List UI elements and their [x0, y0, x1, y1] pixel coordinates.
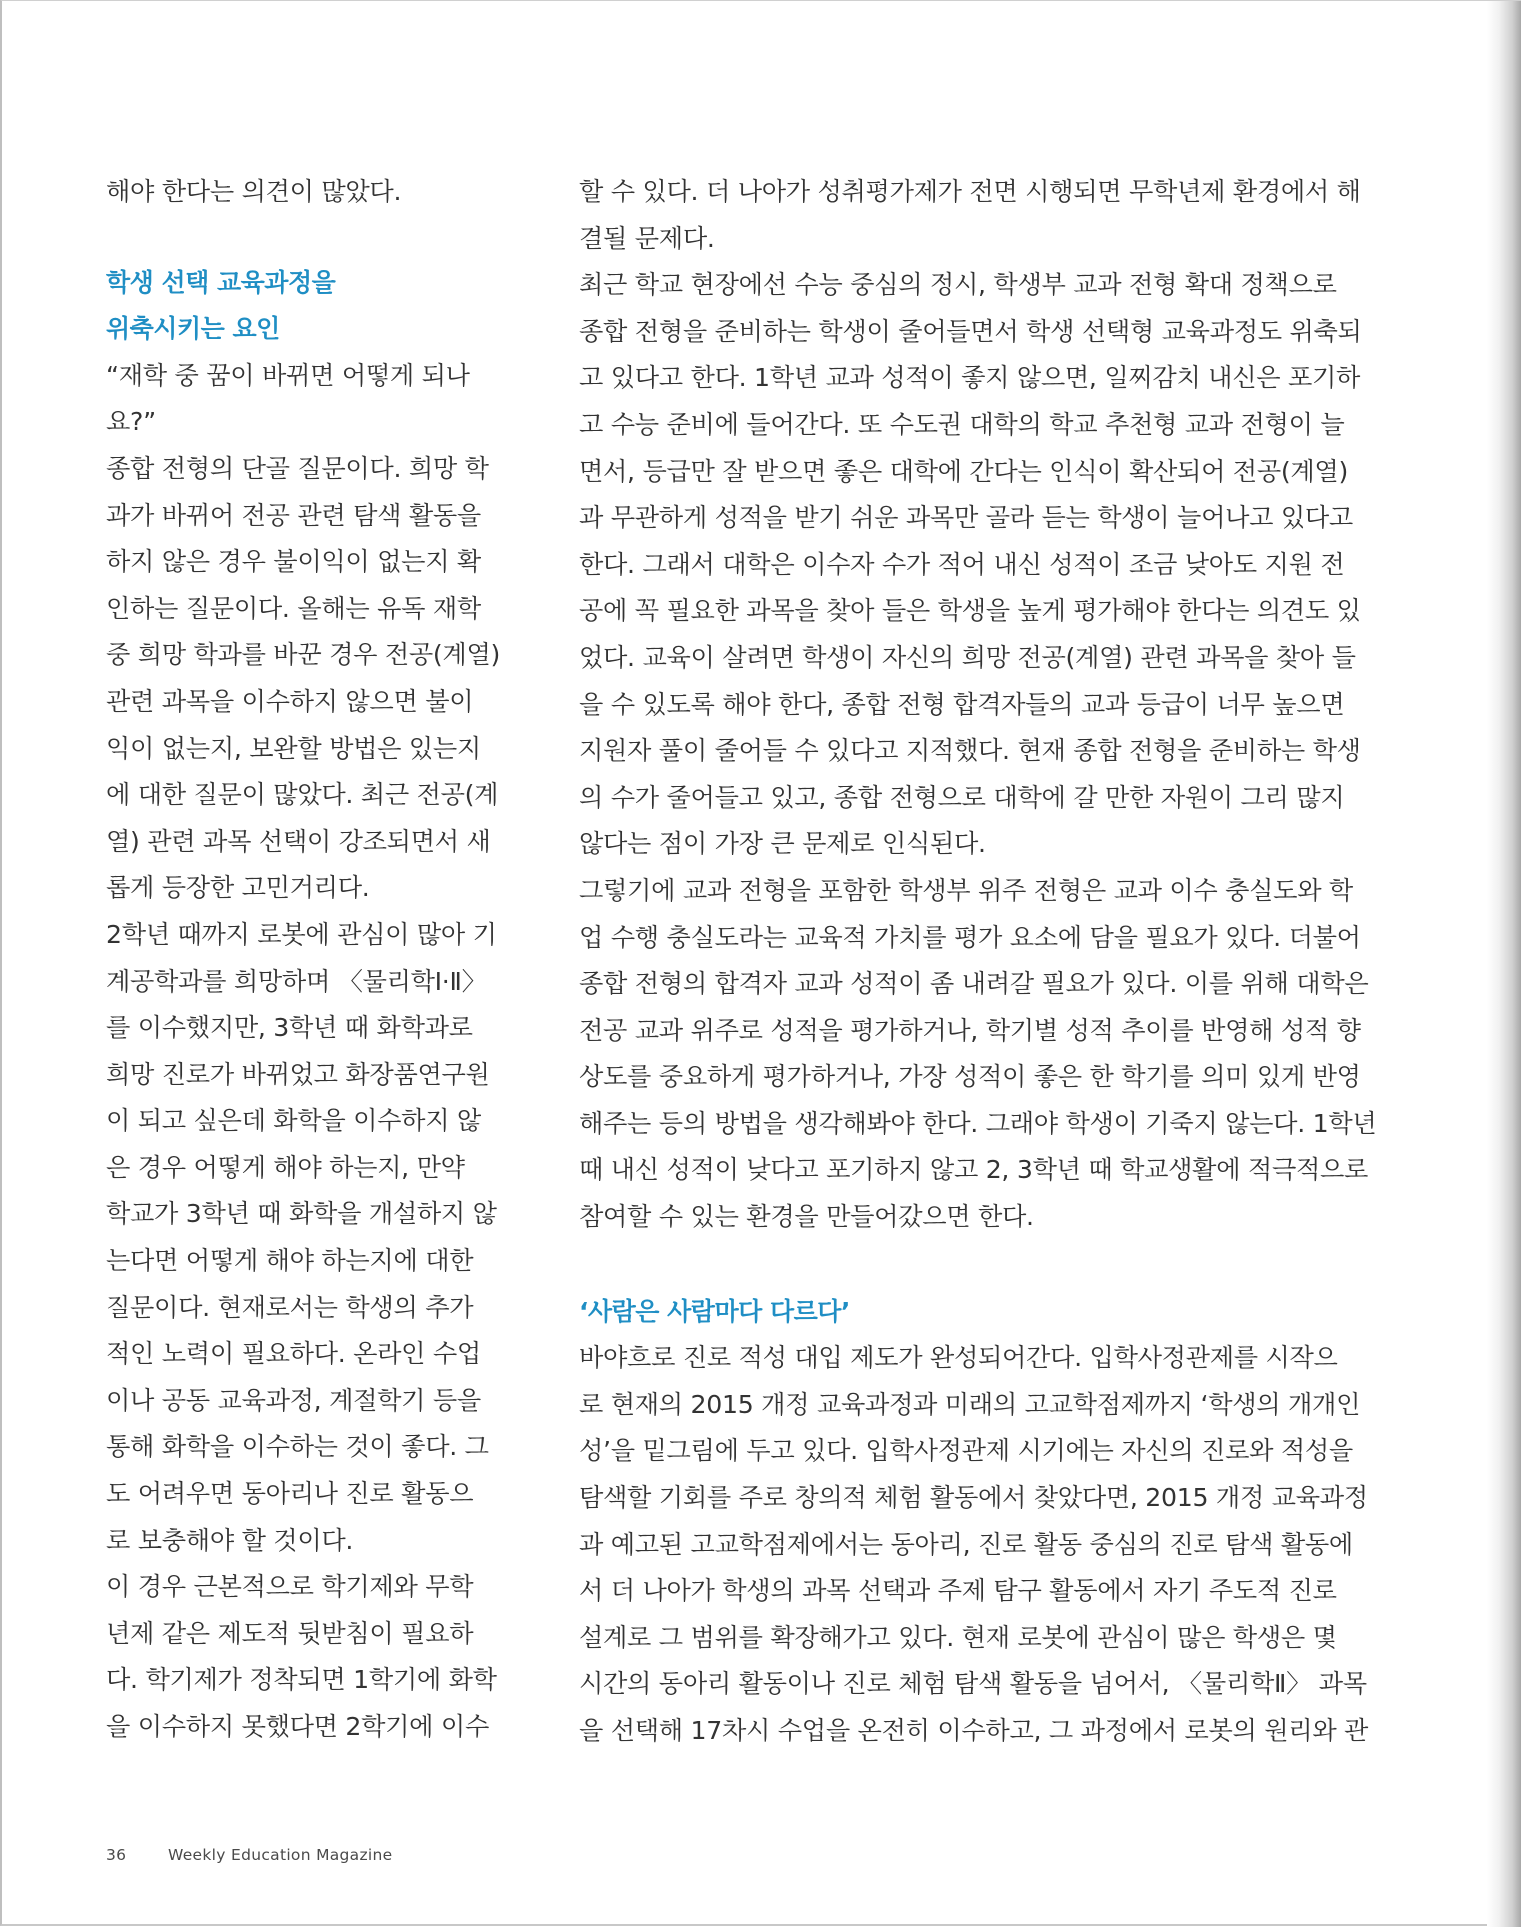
text-line: 이나 공동 교육과정, 계절학기 등을: [106, 1385, 481, 1415]
page-edge-shadow: [1487, 1, 1521, 1927]
left-body-text: [106, 353, 501, 1751]
text-line: 요?”: [106, 407, 156, 437]
text-line: 전공 교과 위주로 성적을 평가하거나, 학기별 성적 추이를 반영해 성적 향: [579, 1015, 1361, 1045]
right-body-text-1: [579, 169, 1377, 1241]
section-heading-elective-curriculum: [106, 260, 498, 353]
text-line: 인하는 질문이다. 올해는 유독 재학: [106, 593, 481, 623]
text-line: 과 예고된 고교학점제에서는 동아리, 진로 활동 중심의 진로 탐색 활동에: [579, 1529, 1353, 1559]
text-line: 를 이수했지만, 3학년 때 화학과로: [106, 1013, 473, 1043]
text-line: 그렇기에 교과 전형을 포함한 학생부 위주 전형은 교과 이수 충실도와 학: [579, 875, 1353, 905]
text-line: 은 경우 어떻게 해야 하는지, 만약: [106, 1152, 465, 1182]
text-line: 고 있다고 한다. 1학년 교과 성적이 좋지 않으면, 일찌감치 내신은 포기하: [579, 363, 1361, 393]
text-line: 중 희망 학과를 바꾼 경우 전공(계열): [106, 640, 501, 670]
left-column: [106, 169, 501, 1751]
text-line: 한다. 그래서 대학은 이수자 수가 적어 내신 성적이 조금 낮아도 지원 전: [579, 549, 1345, 579]
text-line: 다. 학기제가 정착되면 1학기에 화학: [106, 1665, 497, 1695]
text-line: 종합 전형의 단골 질문이다. 희망 학: [106, 453, 489, 483]
text-line: 과 무관하게 성적을 받기 쉬운 과목만 골라 듣는 학생이 늘어나고 있다고: [579, 503, 1353, 533]
text-line: 결될 문제다.: [579, 223, 715, 253]
text-line: 탐색할 기회를 주로 창의적 체험 활동에서 찾았다면, 2015 개정 교육과정: [579, 1483, 1368, 1513]
text-line: 바야흐로 진로 적성 대입 제도가 완성되어간다. 입학사정관제를 시작으: [579, 1343, 1338, 1373]
text-line: 과가 바뀌어 전공 관련 탐색 활동을: [106, 500, 481, 530]
text-line: 고 수능 준비에 들어간다. 또 수도권 대학의 학교 추천형 교과 전형이 늘: [579, 409, 1345, 439]
text-line: 로 보충해야 할 것이다.: [106, 1525, 354, 1555]
magazine-name: Weekly Education Magazine: [168, 1846, 393, 1864]
text-line: 때 내신 성적이 낮다고 포기하지 않고 2, 3학년 때 학교생활에 적극적으로: [579, 1155, 1369, 1185]
text-line: 을 수 있도록 해야 한다, 종합 전형 합격자들의 교과 등급이 너무 높으면: [579, 689, 1345, 719]
left-intro-paragraph: [106, 169, 498, 216]
text-line: 종합 전형의 합격자 교과 성적이 좀 내려갈 필요가 있다. 이를 위해 대학은: [579, 969, 1369, 999]
page-footer: [106, 1846, 392, 1864]
section-heading-people-differ: ‘사람은 사람마다 다르다’: [579, 1296, 850, 1326]
text-line: 이 경우 근본적으로 학기제와 무학: [106, 1572, 474, 1602]
text-line: 었다. 교육이 살려면 학생이 자신의 희망 전공(계열) 관련 과목을 찾아 들: [579, 642, 1356, 672]
text-line: 시간의 동아리 활동이나 진로 체험 탐색 활동을 넘어서, 〈물리학Ⅱ〉 과목: [579, 1669, 1367, 1699]
text-line: 롭게 등장한 고민거리다.: [106, 873, 370, 903]
spacer: [579, 1241, 1359, 1289]
text-line: 의 수가 줄어들고 있고, 종합 전형으로 대학에 갈 만한 자원이 그리 많지: [579, 782, 1345, 812]
text-line: 적인 노력이 필요하다. 온라인 수업: [106, 1339, 481, 1369]
text-line: 않다는 점이 가장 큰 문제로 인식된다.: [579, 829, 986, 859]
text-line: 학교가 3학년 때 화학을 개설하지 않: [106, 1199, 497, 1229]
text-line: 익이 없는지, 보완할 방법은 있는지: [106, 733, 481, 763]
text-line: 참여할 수 있는 환경을 만들어갔으면 한다.: [579, 1202, 1034, 1232]
text-line: 로 현재의 2015 개정 교육과정과 미래의 고교학점제까지 ‘학생의 개개인: [579, 1389, 1361, 1419]
text-line: 통해 화학을 이수하는 것이 좋다. 그: [106, 1432, 489, 1462]
heading-line: 위축시키는 요인: [106, 314, 280, 344]
text-line: 도 어려우면 동아리나 진로 활동으: [106, 1479, 474, 1509]
right-body-text-2: [579, 1335, 1369, 1754]
text-line: 해야 한다는 의견이 많았다.: [106, 177, 402, 206]
spacer: [106, 216, 498, 260]
text-line: 열) 관련 과목 선택이 강조되면서 새: [106, 826, 491, 856]
text-line: 2학년 때까지 로봇에 관심이 많아 기: [106, 919, 497, 949]
text-line: 는다면 어떻게 해야 하는지에 대한: [106, 1246, 474, 1276]
text-line: 희망 진로가 바뀌었고 화장품연구원: [106, 1059, 490, 1089]
text-line: 공에 꼭 필요한 과목을 찾아 들은 학생을 높게 평가해야 한다는 의견도 있: [579, 596, 1361, 626]
text-line: 면서, 등급만 잘 받으면 좋은 대학에 간다는 인식이 확산되어 전공(계열): [579, 456, 1348, 486]
right-column: [579, 169, 1377, 1755]
page-number: 36: [106, 1846, 127, 1864]
text-line: 업 수행 충실도라는 교육적 가치를 평가 요소에 담을 필요가 있다. 더불어: [579, 922, 1361, 952]
text-line: 성’을 밑그림에 두고 있다. 입학사정관제 시기에는 자신의 진로와 적성을: [579, 1436, 1353, 1466]
text-line: “재학 중 꿈이 바뀌면 어떻게 되나: [106, 360, 470, 390]
text-line: 할 수 있다. 더 나아가 성취평가제가 전면 시행되면 무학년제 환경에서 해: [579, 177, 1361, 206]
text-line: 최근 학교 현장에선 수능 중심의 정시, 학생부 교과 전형 확대 정책으로: [579, 270, 1337, 300]
text-line: 지원자 풀이 줄어들 수 있다고 지적했다. 현재 종합 전형을 준비하는 학생: [579, 736, 1361, 766]
text-line: 상도를 중요하게 평가하거나, 가장 성적이 좋은 한 학기를 의미 있게 반영: [579, 1062, 1361, 1092]
text-line: 종합 전형을 준비하는 학생이 줄어들면서 학생 선택형 교육과정도 위축되: [579, 316, 1362, 346]
text-line: 년제 같은 제도적 뒷받침이 필요하: [106, 1618, 474, 1648]
text-line: 질문이다. 현재로서는 학생의 추가: [106, 1292, 474, 1322]
text-line: 계공학과를 희망하며 〈물리학Ⅰ·Ⅱ〉: [106, 966, 487, 996]
text-line: 에 대한 질문이 많았다. 최근 전공(계: [106, 780, 499, 810]
text-line: 이 되고 싶은데 화학을 이수하지 않: [106, 1106, 481, 1136]
heading-line: 학생 선택 교육과정을: [106, 267, 336, 297]
text-line: 설계로 그 범위를 확장해가고 있다. 현재 로봇에 관심이 많은 학생은 몇: [579, 1622, 1337, 1652]
text-line: 관련 과목을 이수하지 않으면 불이: [106, 686, 474, 716]
text-line: 서 더 나아가 학생의 과목 선택과 주제 탐구 활동에서 자기 주도적 진로: [579, 1576, 1337, 1606]
text-line: 하지 않은 경우 불이익이 없는지 확: [106, 547, 481, 577]
text-line: 을 선택해 17차시 수업을 온전히 이수하고, 그 과정에서 로봇의 원리와 관: [579, 1716, 1369, 1745]
text-line: 을 이수하지 못했다면 2학기에 이수: [106, 1712, 489, 1741]
text-line: 해주는 등의 방법을 생각해봐야 한다. 그래야 학생이 기죽지 않는다. 1학년: [579, 1108, 1377, 1138]
